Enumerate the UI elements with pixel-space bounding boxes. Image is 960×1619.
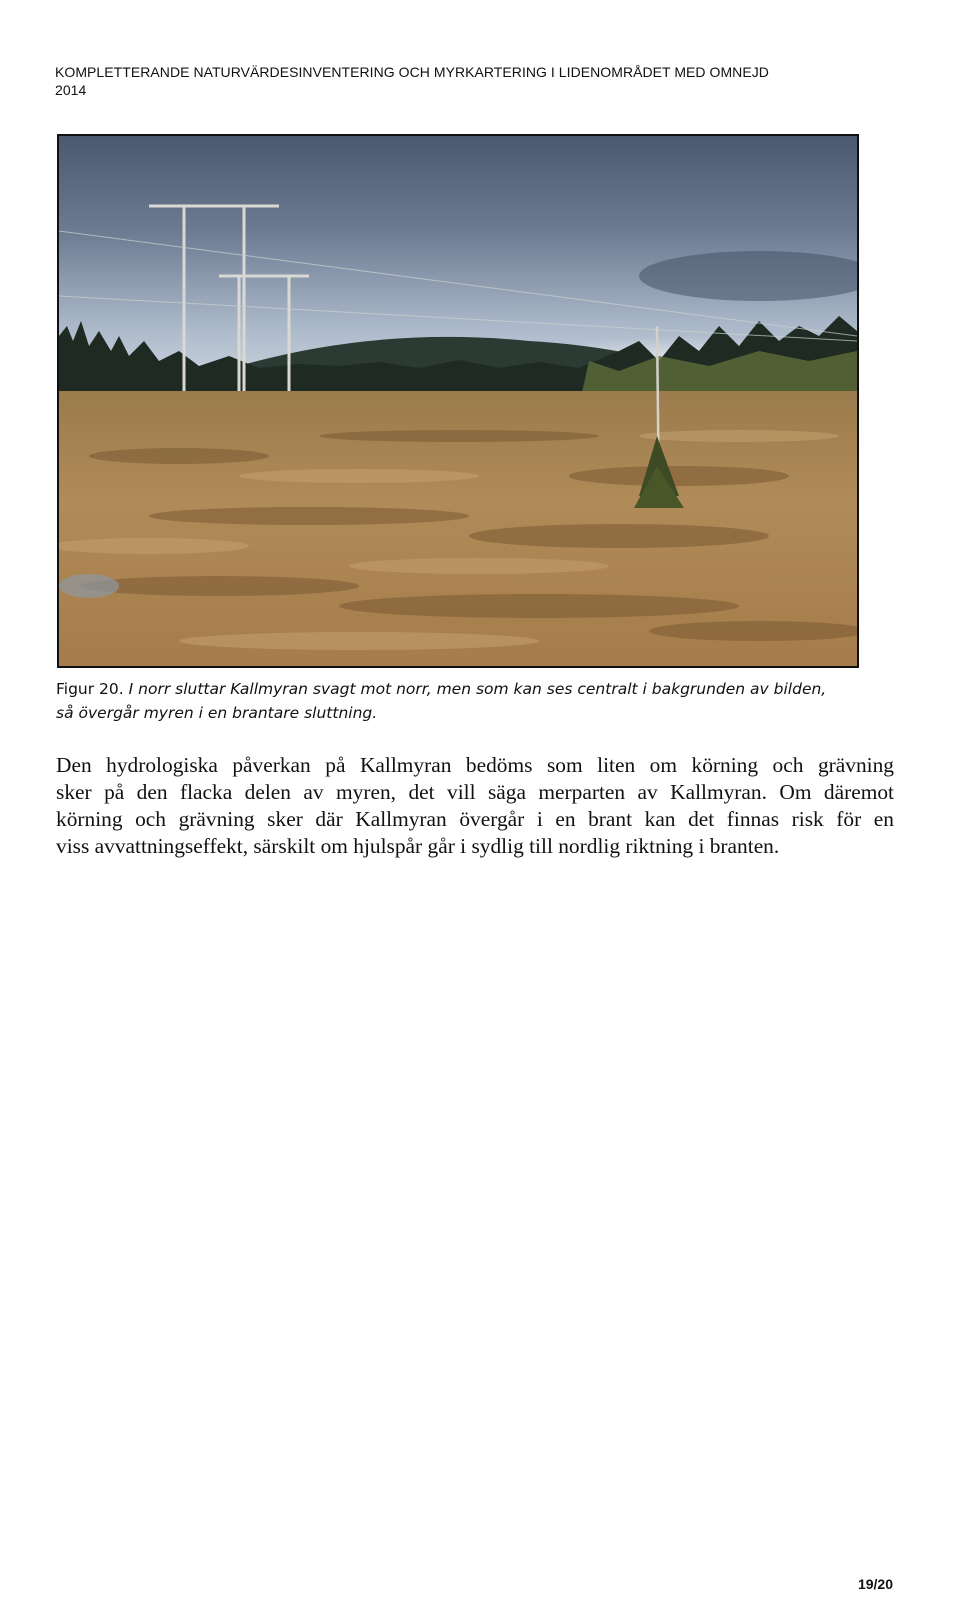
paragraph-line: Den hydrologiska påverkan på Kallmyran bedöms som liten om körning och grävning xyxy=(56,753,894,777)
mire-landscape-image xyxy=(59,136,857,666)
paragraph-line: körning och grävning sker där Kallmyran övergår i en brant kan det finnas risk för en xyxy=(56,807,894,831)
header-year: 2014 xyxy=(55,82,87,98)
caption-first-line xyxy=(56,677,906,701)
body-paragraph xyxy=(56,752,894,860)
header-title: KOMPLETTERANDE NATURVÄRDESINVENTERING OCH MYRKARTERING I LIDENOMRÅDET MED OMNEJD xyxy=(55,64,769,80)
figure-photo xyxy=(57,134,859,668)
page-header xyxy=(55,63,905,99)
caption-label: Figur 20. xyxy=(56,680,124,698)
figure-caption xyxy=(56,677,906,725)
paragraph-line: viss avvattningseffekt, särskilt om hjulspår går i sydlig till nordlig riktning i branten. xyxy=(56,834,780,858)
caption-text-line1: I norr sluttar Kallmyran svagt mot norr, men som kan ses centralt i bakgrunden av bilden, xyxy=(128,680,827,698)
paragraph-line: sker på den flacka delen av myren, det vill säga merparten av Kallmyran. Om däremot xyxy=(56,780,894,804)
page-number: 19/20 xyxy=(857,1576,893,1592)
caption-text-line2: så övergår myren i en brantare sluttning. xyxy=(56,704,378,722)
